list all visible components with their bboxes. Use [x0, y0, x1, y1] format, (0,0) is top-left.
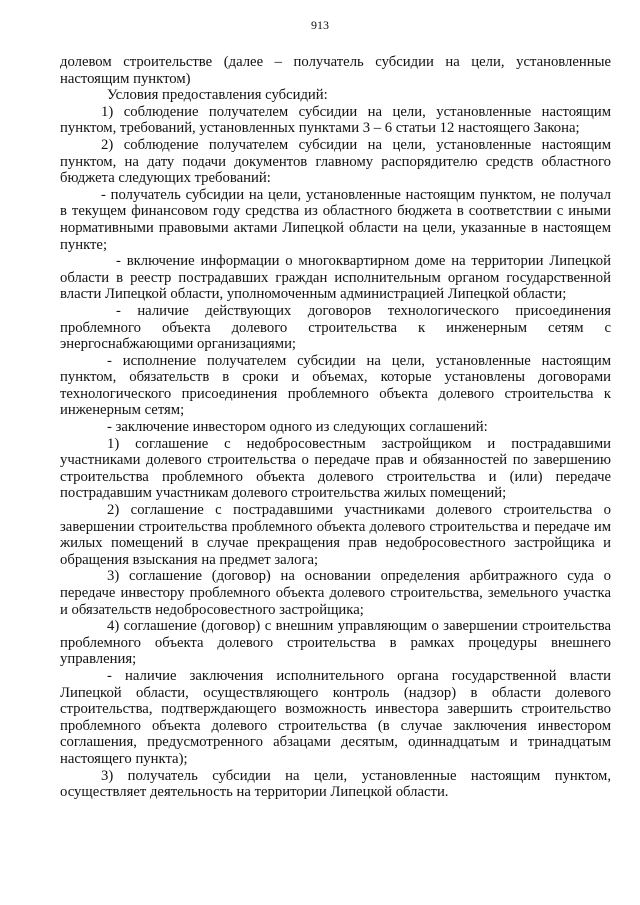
document-body [60, 54, 611, 801]
paragraph-requirement-no-funds: - получатель субсидии на цели, установленные настоящим пунктом, не получал в текущем финансовом году средства из областного бюджета в соответствии с иными нормативными правовыми актами Липецкой области на цели, указанные в настоящем пункте; [60, 186, 611, 253]
paragraph-agreement-1: 1) соглашение с недобросовестным застройщиком и пострадавшими участниками долевого строительства о передаче прав и обязанностей по завершению строительства проблемного объекта долевого строительства и (или) передаче пострадавшим участникам долевого строительства жилых помещений; [60, 435, 611, 502]
paragraph-requirement-registry: - включение информации о многоквартирном доме на территории Липецкой области в реестр пострадавших граждан исполнительным органом государственной власти Липецкой области, уполномоченным администрацией Липецкой области; [60, 253, 611, 303]
paragraph-conditions-heading: Условия предоставления субсидий: [107, 87, 328, 104]
page-number: 913 [311, 18, 329, 32]
paragraph-requirement-conclusion: - наличие заключения исполнительного органа государственной власти Липецкой области, осуществляющего контроль (надзор) в области долевого строительства, подтверждающего возможность инвестора завершить строительство проблемного объекта долевого строительства (в случае заключения инвестором соглашения, предусмотренного абзацами десятым, одиннадцатым и тринадцатым настоящего пункта); [60, 667, 611, 767]
paragraph-agreement-3: 3) соглашение (договор) на основании определения арбитражного суда о передаче инвестору проблемного объекта долевого строительства, земельного участка и обязательств недобросовестного застройщика; [60, 568, 611, 618]
paragraph-condition-3: 3) получатель субсидии на цели, установленные настоящим пунктом, осуществляет деятельность на территории Липецкой области. [60, 767, 611, 801]
paragraph-intro-continuation: долевом строительстве (далее – получатель субсидии на цели, установленные настоящим пунктом) [60, 54, 611, 87]
paragraph-agreement-4: 4) соглашение (договор) с внешним управляющим о завершении строительства проблемного объекта долевого строительства в рамках процедуры внешнего управления; [60, 618, 611, 668]
paragraph-condition-2: 2) соблюдение получателем субсидии на цели, установленные настоящим пунктом, на дату подачи документов главному распорядителю средств областного бюджета следующих требований: [60, 136, 611, 187]
paragraph-requirement-obligations: - исполнение получателем субсидии на цели, установленные настоящим пунктом, обязательств в сроки и объемах, которые установлены договорами технологического присоединения проблемного объекта долевого строительства к инженерным сетям; [60, 352, 611, 419]
paragraph-agreement-2: 2) соглашение с пострадавшими участниками долевого строительства о завершении строительства проблемного объекта долевого строительства и передаче им жилых помещений в случае прекращения прав недобросовестного застройщика и обращения взыскания на предмет залога; [60, 502, 611, 568]
paragraph-requirement-contracts: - наличие действующих договоров технологического присоединения проблемного объекта долевого строительства к инженерным сетям с энергоснабжающими организациями; [60, 302, 611, 353]
paragraph-condition-1: 1) соблюдение получателем субсидии на цели, установленные настоящим пунктом, требований, установленных пунктами 3 – 6 статьи 12 настоящего Закона; [60, 103, 611, 137]
paragraph-requirement-agreements: - заключение инвестором одного из следующих соглашений: [107, 419, 488, 436]
